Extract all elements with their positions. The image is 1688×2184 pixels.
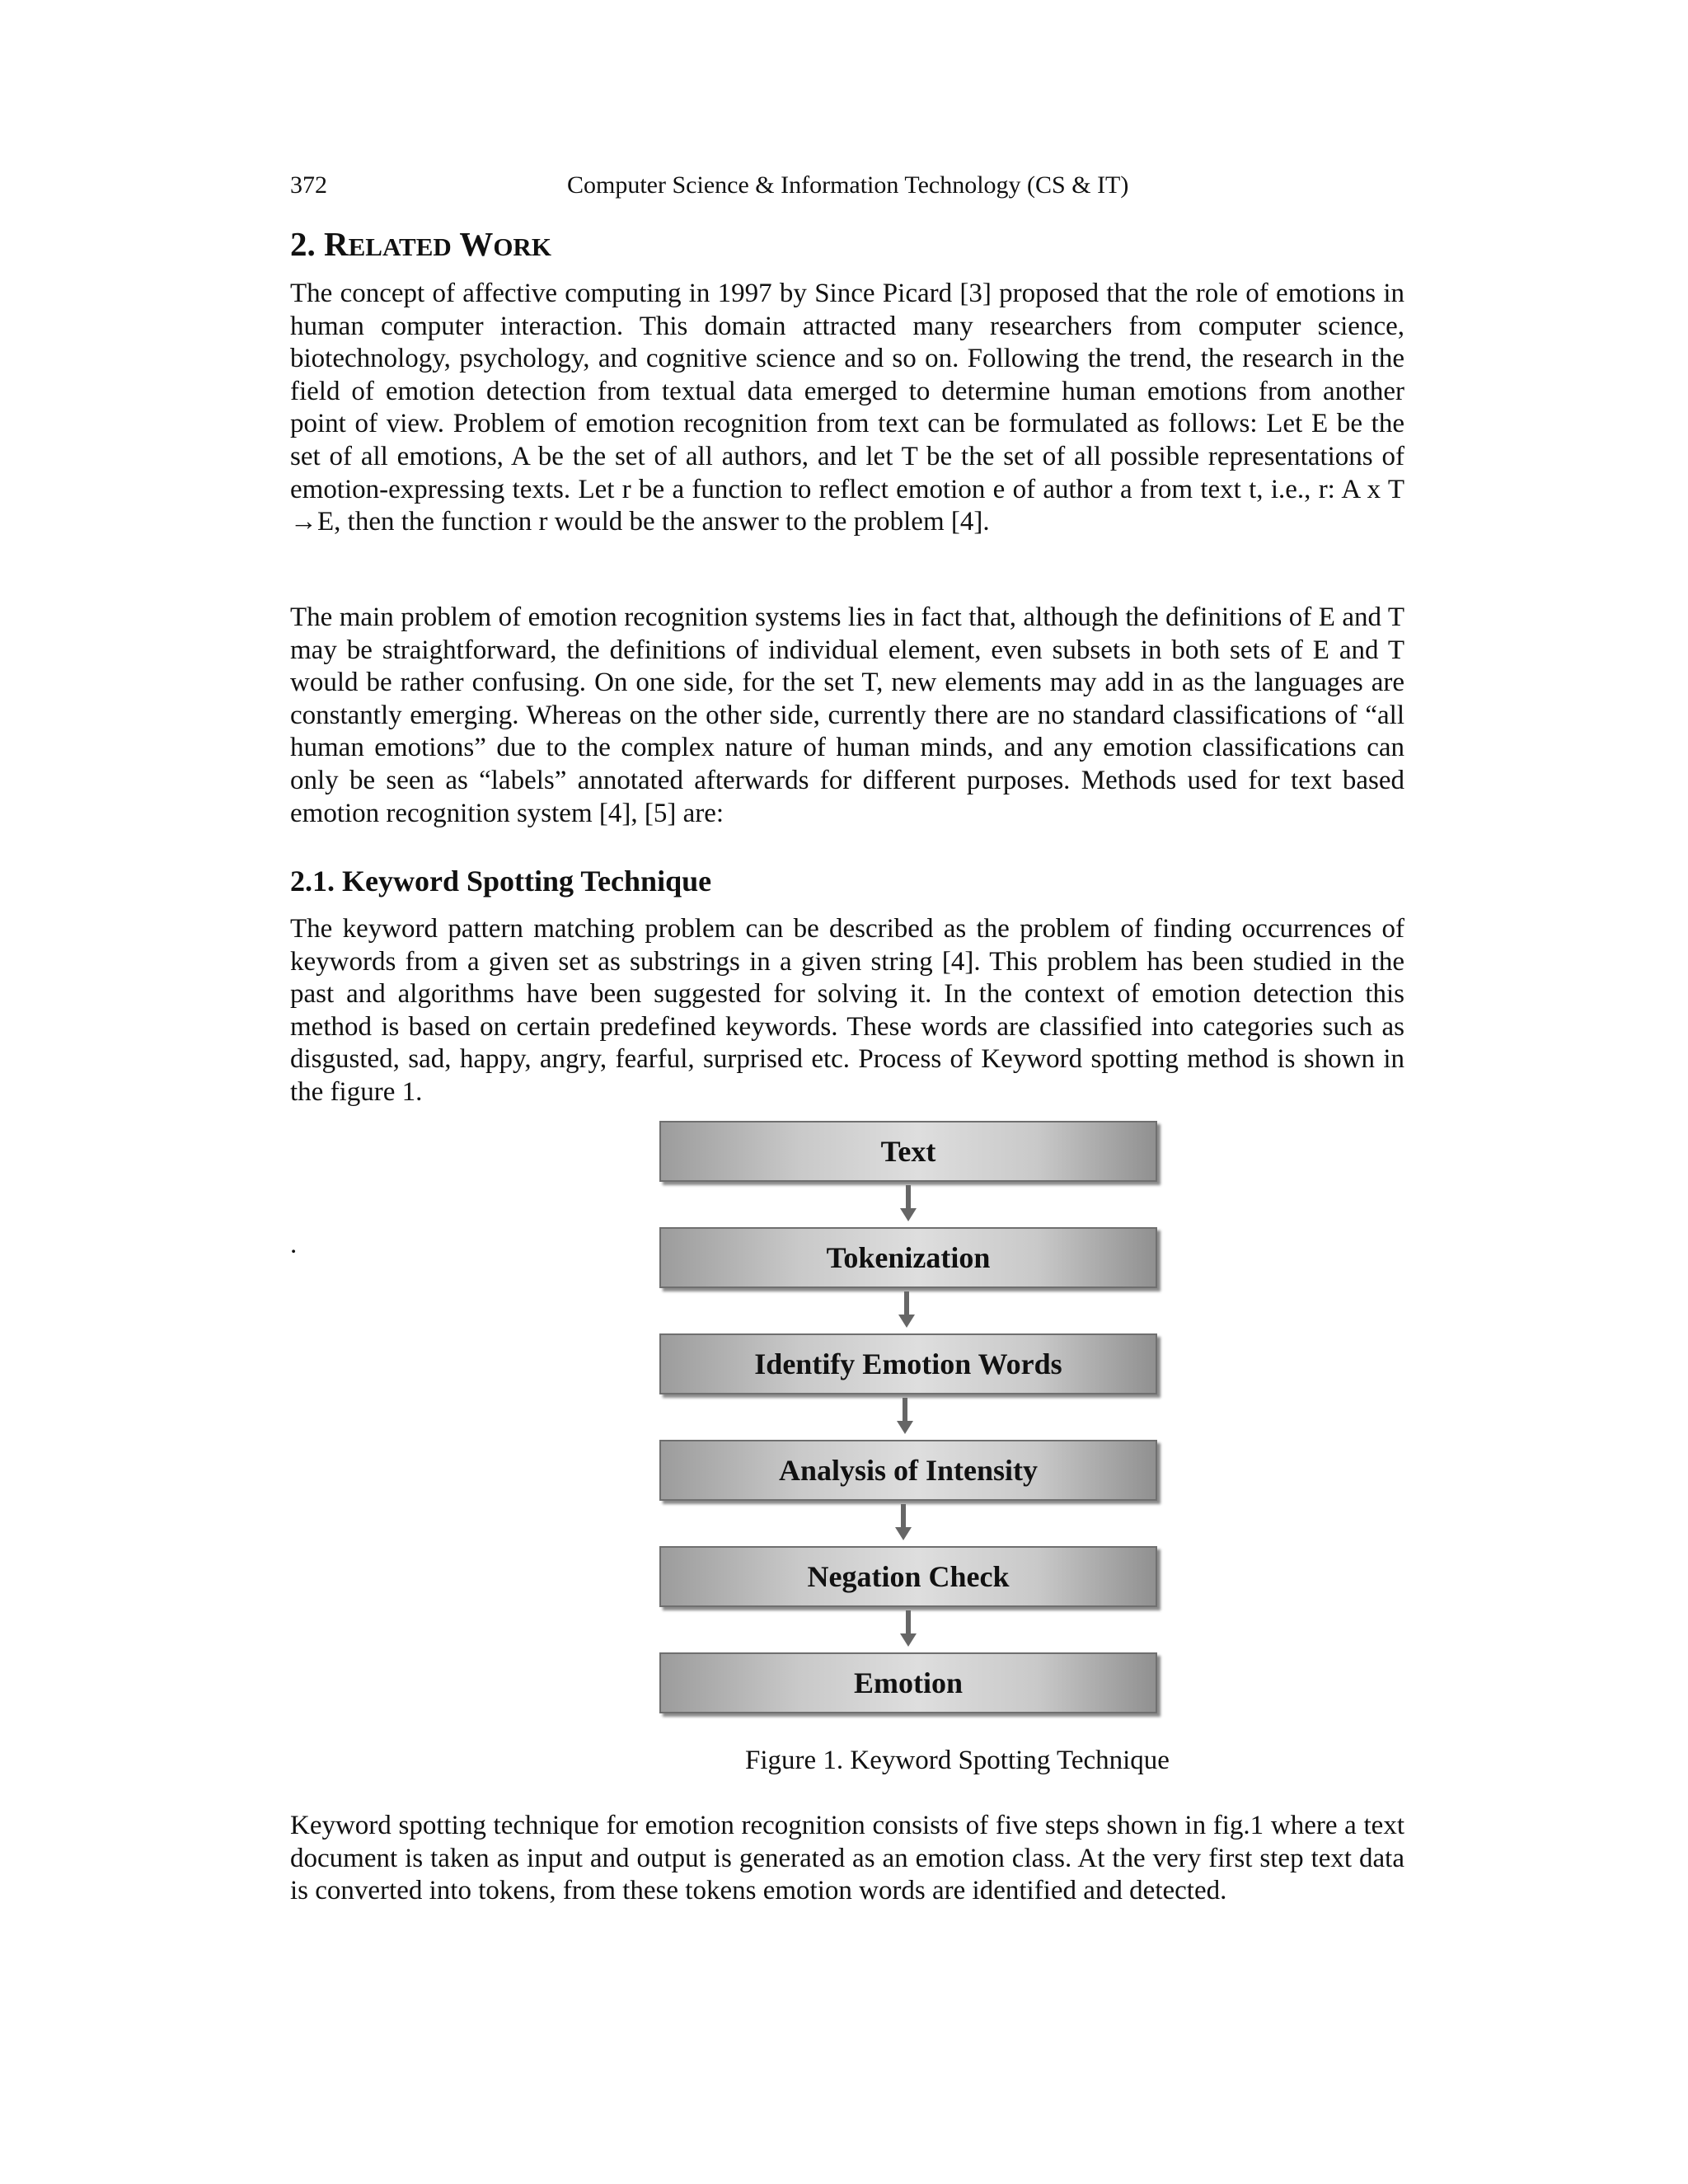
flow-step-analysis-of-intensity: Analysis of Intensity: [659, 1440, 1157, 1501]
arrow-down-icon: [895, 1398, 920, 1436]
figure-caption: Figure 1. Keyword Spotting Technique: [745, 1746, 1170, 1775]
figure-keyword-spotting-flowchart: [651, 1113, 1170, 1722]
arrow-down-icon: [893, 1504, 918, 1542]
section-title-word-2-rest: ORK: [493, 232, 551, 261]
flow-step-text: Text: [659, 1121, 1157, 1182]
section-number: 2.: [290, 225, 316, 263]
arrow-down-icon: [897, 1291, 921, 1329]
paragraph-keyword-pattern: The keyword pattern matching problem can be described as the problem of finding occurrences of keywords from a given set as substrings in a given string [4]. This problem has been studied in the past and algorithms have been suggested for solving it. In the context of emotion detection this method is based on certain predefined keywords. These words are classified into categories such as disgusted, sad, happy, angry, fearful, surprised etc. Process of Keyword spotting method is shown in the figure 1.: [290, 914, 1404, 1107]
paragraph-main-problem: The main problem of emotion recognition systems lies in fact that, although the definitions of E and T may be straightforward, the definitions of individual element, even subsets in both sets of E and T would be rather confusing. On one side, for the set T, new elements may add in as the languages are constantly emerging. Whereas on the other side, currently there are no standard classifications of “all human emotions” due to the complex nature of human minds, and any emotion classifications can only be seen as “labels” annotated afterwards for different purposes. Methods used for text based emotion recognition system [4], [5] are:: [290, 602, 1404, 828]
flow-step-negation-check: Negation Check: [659, 1546, 1157, 1607]
page-header: [290, 171, 1411, 204]
section-title-word-1-rest: ELATED: [348, 232, 452, 261]
paragraph-five-steps: Keyword spotting technique for emotion recognition consists of five steps shown in fig.1 where a text document is taken as input and output is generated as an emotion class. At the very first step text data is converted into tokens, from these tokens emotion words are identified and detected.: [290, 1811, 1404, 1906]
arrow-down-icon: [898, 1610, 923, 1648]
paragraph-affective-computing: The concept of affective computing in 1997 by Since Picard [3] proposed that the role of emotions in human computer interaction. This domain attracted many researchers from computer science, biotechnology, psychology, and cognitive science and so on. Following the trend, the research in the field of emotion detection from textual data emerged to determine human emotions from another point of view. Problem of emotion recognition from text can be formulated as follows: Let E be the set of all emotions, A be the set of all authors, and let T be the set of all possible representations of emotion-expressing texts. Let r be a function to reflect emotion e of author a from text t, i.e., r: A x T →E, then the function r would be the answer to the problem [4].: [290, 279, 1404, 537]
flow-step-identify-emotion-words: Identify Emotion Words: [659, 1333, 1157, 1394]
subsection-heading: 2.1. Keyword Spotting Technique: [290, 865, 712, 898]
running-title: Computer Science & Information Technology (CS & IT): [567, 171, 1129, 199]
page-number: 372: [290, 171, 327, 199]
section-heading: [290, 224, 551, 264]
arrow-down-icon: [898, 1185, 923, 1223]
section-title-word-1-initial: R: [324, 225, 349, 263]
stray-dot: .: [290, 1230, 298, 1259]
flow-step-emotion: Emotion: [659, 1652, 1157, 1713]
flow-step-tokenization: Tokenization: [659, 1227, 1157, 1288]
section-title-word-2-initial: W: [459, 225, 494, 263]
